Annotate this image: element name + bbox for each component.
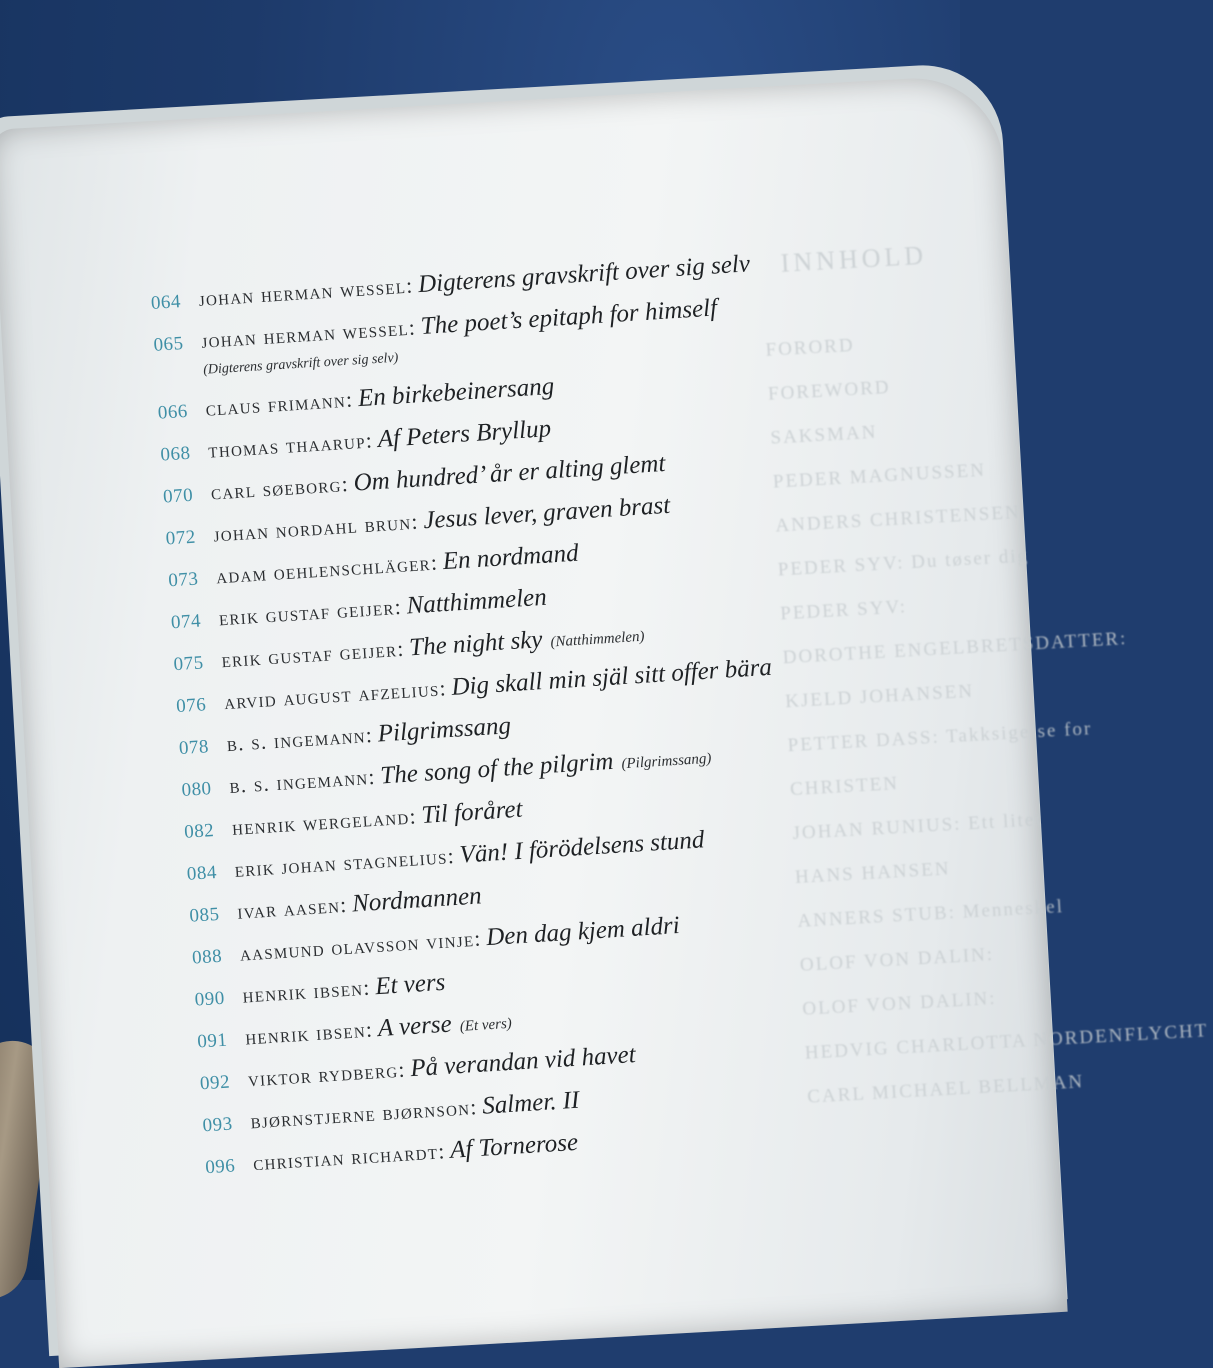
author-name: erik gustaf geijer — [218, 595, 396, 631]
page-number: 065 — [152, 333, 185, 356]
separator-colon: : — [396, 635, 405, 662]
ghost-line: OLOF VON DALIN: — [799, 944, 995, 976]
separator-colon: : — [397, 1056, 406, 1082]
poem-title: Natthimmelen — [405, 583, 548, 620]
author-name: christian richardt — [252, 1139, 439, 1176]
separator-colon: : — [469, 1094, 478, 1120]
separator-colon: : — [473, 925, 482, 951]
author-name: erik johan stagnelius — [233, 844, 449, 882]
author-name: ivar aasen — [236, 893, 341, 924]
separator-colon: : — [364, 427, 373, 453]
poem-title: The night sky — [408, 626, 544, 662]
separator-colon: : — [345, 386, 353, 412]
poem-title: Digterens gravskrift over sig selv — [417, 250, 751, 299]
separator-colon: : — [408, 803, 417, 829]
author-name: viktor rydberg — [247, 1057, 400, 1092]
poem-title: Et vers — [374, 968, 447, 1001]
original-title-note: (Et vers) — [459, 1015, 513, 1035]
ghost-line: OLOF VON DALIN: — [801, 987, 998, 1020]
ghost-line: ANNERS STUB: Menneskel — [796, 896, 1065, 932]
separator-colon: : — [410, 508, 419, 535]
ghost-line: DOROTHE ENGELBRETSDATTER: — [782, 628, 1128, 669]
page-number: 088 — [191, 945, 223, 969]
table-of-contents — [150, 240, 966, 1194]
ghost-line: CHRISTEN — [789, 773, 900, 801]
author-name: johan herman wessel — [200, 315, 410, 353]
separator-colon: : — [437, 1138, 445, 1164]
page-number: 092 — [199, 1071, 231, 1095]
ghost-line: SAKSMAN — [769, 421, 878, 449]
page-number: 091 — [196, 1029, 229, 1053]
toc-subtitle-note: (Digterens gravskrift over sig selv) — [202, 350, 399, 378]
separator-colon: : — [405, 272, 413, 298]
author-name: henrik wergeland — [231, 804, 411, 840]
separator-colon: : — [429, 549, 438, 575]
separator-colon: : — [438, 675, 447, 701]
poem-title: Af Peters Bryllup — [376, 415, 552, 453]
page-number: 074 — [170, 610, 202, 634]
separator-colon: : — [340, 470, 349, 497]
separator-colon: : — [362, 974, 371, 1000]
poem-title: På verandan vid havet — [409, 1041, 637, 1083]
page-number: 080 — [180, 778, 213, 801]
ghost-line: PEDER SYV: Du tøser dig — [777, 545, 1030, 581]
poem-title: En nordmand — [441, 539, 580, 576]
author-name: b. s. ingemann — [226, 723, 367, 757]
ghost-line: FOREWORD — [767, 376, 892, 405]
separator-colon: : — [407, 314, 416, 340]
poem-title: A verse — [377, 1010, 453, 1043]
author-name: erik gustaf geijer — [220, 637, 398, 673]
ghost-line: HANS HANSEN — [794, 858, 951, 889]
author-name: b. s. ingemann — [228, 765, 370, 798]
author-name: johan nordahl brun — [212, 510, 413, 547]
poem-title: Dig skall min själ sitt offer bära — [450, 653, 773, 701]
ghost-line: KJELD JOHANSEN — [784, 680, 975, 713]
ghost-line: PEDER SYV: — [779, 596, 908, 625]
poem-title: The song of the pilgrim — [379, 747, 615, 790]
page-number: 064 — [150, 291, 182, 314]
author-name: aasmund olavsson vinje — [239, 926, 475, 966]
separator-colon: : — [365, 1016, 373, 1042]
page-number: 082 — [183, 820, 215, 843]
page-number: 070 — [162, 484, 194, 508]
ghost-line: PETTER DASS: Takksigelse for — [787, 718, 1093, 757]
separator-colon: : — [367, 763, 376, 790]
page-number: 093 — [202, 1113, 234, 1137]
ghost-line: CARL MICHAEL BELLMAN — [806, 1071, 1085, 1108]
author-name: henrik ibsen — [244, 1017, 367, 1050]
author-name: henrik ibsen — [241, 976, 364, 1008]
author-name: thomas thaarup — [207, 428, 367, 463]
ghost-line: FORORD — [765, 334, 856, 361]
original-title-note: (Pilgrimssang) — [621, 750, 712, 773]
page-number: 078 — [178, 736, 210, 760]
separator-colon: : — [364, 721, 373, 748]
poem-title: Pilgrimssang — [376, 712, 512, 748]
ghost-line: ANDERS CHRISTENSEN — [774, 501, 1022, 537]
poem-title: Den dag kjem aldri — [485, 912, 681, 952]
ghost-line: HEDVIG CHARLOTTA NORDENFLYCHT — [804, 1020, 1209, 1064]
ghost-title: INNHOLD — [779, 240, 928, 278]
poem-title: Vän! I förödelsens stund — [458, 826, 706, 869]
poem-title: Nordmannen — [351, 882, 483, 918]
ghost-line: PEDER MAGNUSSEN — [772, 459, 987, 493]
poem-title: Af Tornerose — [449, 1128, 579, 1164]
author-name: carl søeborg — [210, 472, 343, 505]
author-name: johan herman wessel — [198, 273, 407, 311]
page-number: 084 — [186, 861, 218, 885]
ghost-line: JOHAN RUNIUS: Ett litet — [792, 809, 1044, 845]
author-name: arvid august afzelius — [223, 676, 441, 715]
page-number: 096 — [204, 1155, 236, 1179]
page-number: 075 — [173, 652, 205, 676]
original-title-note: (Natthimmelen) — [550, 628, 646, 651]
author-name: adam oehlenschläger — [215, 550, 432, 589]
author-name: bjørnstjerne bjørnson — [249, 1095, 471, 1134]
separator-colon: : — [393, 593, 402, 620]
page-number: 068 — [159, 442, 192, 466]
page-number: 066 — [157, 400, 189, 424]
poem-title: Salmer. II — [481, 1086, 581, 1120]
poem-title: Om hundred’ år er alting glemt — [352, 450, 667, 497]
page-number: 076 — [175, 694, 207, 718]
poem-title: Til foråret — [420, 795, 524, 829]
page-number: 090 — [194, 987, 226, 1011]
separator-colon: : — [339, 891, 347, 918]
poem-title: Jesus lever, graven brast — [422, 491, 671, 535]
separator-colon: : — [446, 843, 455, 869]
author-name: claus frimann — [204, 387, 347, 421]
page-number: 073 — [167, 568, 200, 592]
poem-title: En birkebeinersang — [357, 372, 555, 413]
page-number: 072 — [165, 526, 197, 550]
poem-title: The poet’s epitaph for himself — [419, 294, 718, 341]
page-number: 085 — [188, 903, 221, 927]
